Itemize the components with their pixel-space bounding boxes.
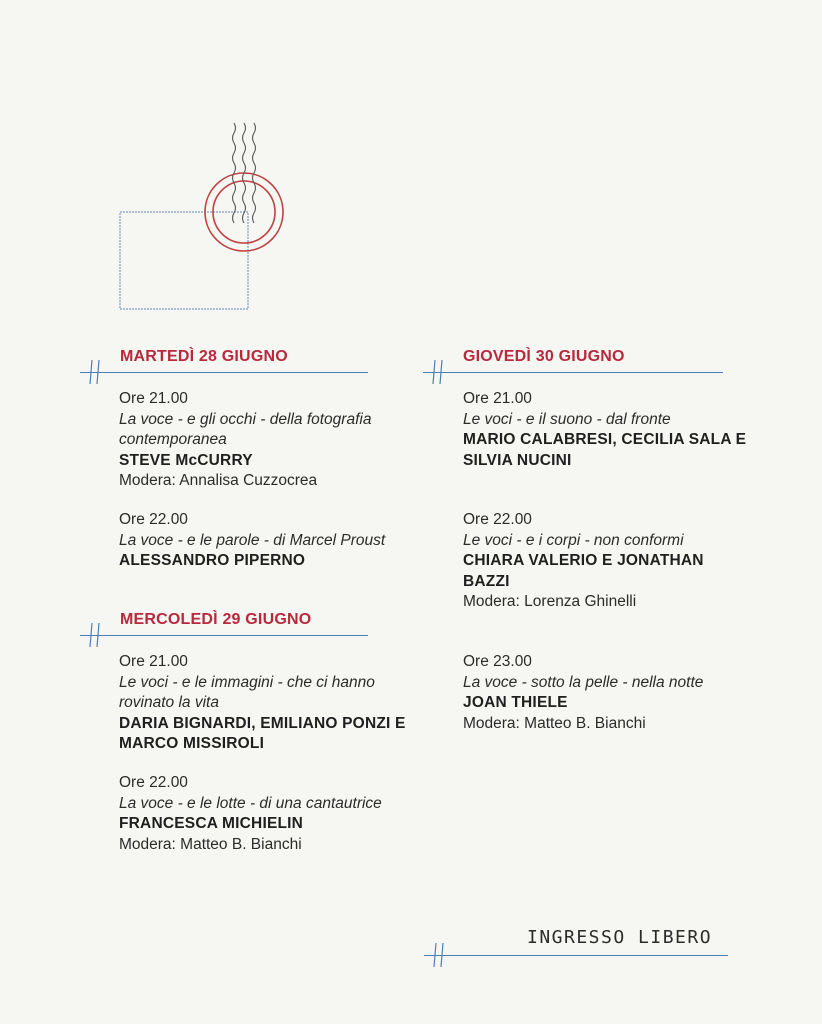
- footer-rule: [424, 931, 728, 961]
- voice-microphone-logo-icon: [110, 115, 300, 320]
- event-time: Ore 21.00: [119, 390, 188, 407]
- day-title: MERCOLEDÌ 29 GIUGNO: [120, 611, 312, 628]
- event-speakers: MARIO CALABRESI, CECILIA SALA E SILVIA NUCINI: [463, 431, 747, 469]
- event-moderator: Modera: Matteo B. Bianchi: [463, 714, 646, 732]
- event-subtitle: La voce - e gli occhi - della fotografia contemporanea: [119, 410, 372, 448]
- event-moderator: Modera: Annalisa Cuzzocrea: [119, 472, 318, 489]
- event-item: [119, 389, 429, 492]
- event-speakers: STEVE McCURRY: [119, 451, 253, 469]
- event-item: [119, 652, 429, 755]
- event-time: Ore 22.00: [119, 774, 188, 791]
- day-header-mercoledi: [80, 611, 370, 641]
- event-subtitle: Le voci - e le immagini - che ci hanno rovinato la vita: [119, 673, 375, 711]
- day-header-martedi: [80, 348, 370, 378]
- hash-mark-icon: [88, 621, 102, 649]
- divider-line: [423, 372, 723, 373]
- event-subtitle: Le voci - e i corpi - non conformi: [463, 531, 684, 549]
- event-time: Ore 22.00: [119, 511, 188, 528]
- event-speakers: FRANCESCA MICHIELIN: [119, 815, 304, 832]
- event-speakers: ALESSANDRO PIPERNO: [119, 552, 306, 569]
- event-subtitle: La voce - e le parole - di Marcel Proust: [119, 531, 386, 549]
- event-item: [119, 510, 429, 572]
- event-subtitle: Le voci - e il suono - dal fronte: [463, 410, 671, 428]
- event-speakers: CHIARA VALERIO E JONATHAN BAZZI: [463, 552, 704, 590]
- event-time: Ore 22.00: [463, 511, 532, 528]
- free-entry-label: INGRESSO LIBERO: [527, 927, 713, 948]
- divider-line: [424, 955, 728, 956]
- event-item: [463, 652, 763, 734]
- event-time: Ore 23.00: [463, 653, 532, 670]
- divider-line: [80, 372, 368, 373]
- event-moderator: Modera: Matteo B. Bianchi: [119, 835, 302, 853]
- hash-mark-icon: [432, 941, 446, 969]
- event-item: [463, 389, 763, 471]
- event-subtitle: La voce - e le lotte - di una cantautrice: [119, 794, 382, 812]
- day-title: MARTEDÌ 28 GIUGNO: [120, 348, 288, 365]
- hash-mark-icon: [88, 358, 102, 386]
- event-speakers: JOAN THIELE: [463, 694, 568, 711]
- event-item: [463, 510, 753, 613]
- day-header-giovedi: [423, 348, 723, 378]
- event-subtitle: La voce - sotto la pelle - nella notte: [463, 673, 704, 691]
- event-moderator: Modera: Lorenza Ghinelli: [463, 593, 637, 610]
- event-time: Ore 21.00: [119, 653, 188, 670]
- event-speakers: DARIA BIGNARDI, EMILIANO PONZI E MARCO MISSIROLI: [119, 714, 406, 752]
- event-item: [119, 773, 429, 855]
- hash-mark-icon: [431, 358, 445, 386]
- event-time: Ore 21.00: [463, 390, 532, 407]
- day-title: GIOVEDÌ 30 GIUGNO: [463, 348, 625, 365]
- divider-line: [80, 635, 368, 636]
